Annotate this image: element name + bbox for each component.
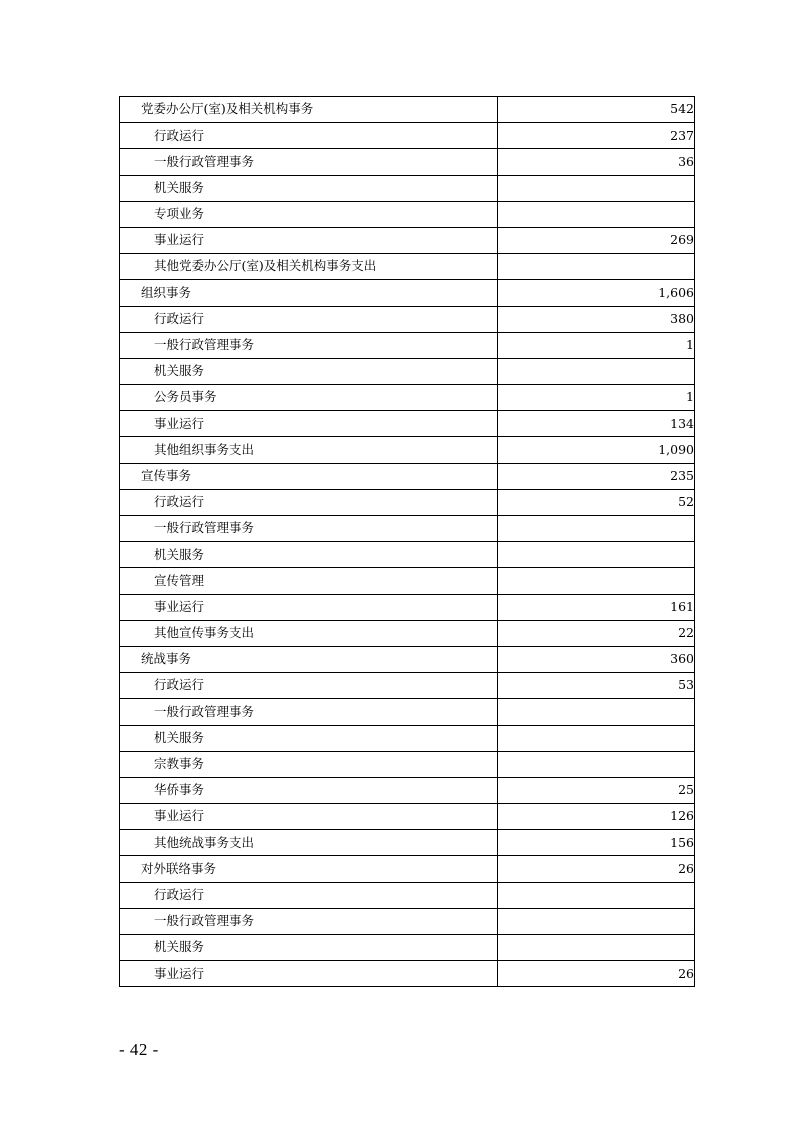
table-row xyxy=(120,149,695,175)
subcategory-name-cell: 事业运行 xyxy=(120,594,498,620)
amount-cell xyxy=(498,725,695,751)
subcategory-name-cell: 一般行政管理事务 xyxy=(120,149,498,175)
amount-cell: 134 xyxy=(498,411,695,437)
amount-cell: 269 xyxy=(498,227,695,253)
table-row xyxy=(120,568,695,594)
table-row xyxy=(120,882,695,908)
amount-cell: 26 xyxy=(498,961,695,987)
table-row xyxy=(120,201,695,227)
subcategory-name-cell: 公务员事务 xyxy=(120,385,498,411)
subcategory-name-cell: 宣传管理 xyxy=(120,568,498,594)
table-row xyxy=(120,935,695,961)
amount-cell xyxy=(498,882,695,908)
subcategory-name-cell: 事业运行 xyxy=(120,961,498,987)
amount-cell: 1,606 xyxy=(498,280,695,306)
table-row xyxy=(120,227,695,253)
table-row xyxy=(120,725,695,751)
table-row xyxy=(120,332,695,358)
amount-cell: 36 xyxy=(498,149,695,175)
amount-cell xyxy=(498,542,695,568)
subcategory-name-cell: 一般行政管理事务 xyxy=(120,516,498,542)
subcategory-name-cell: 机关服务 xyxy=(120,358,498,384)
subcategory-name-cell: 一般行政管理事务 xyxy=(120,908,498,934)
amount-cell: 25 xyxy=(498,777,695,803)
category-name-cell: 对外联络事务 xyxy=(120,856,498,882)
amount-cell xyxy=(498,175,695,201)
table-row xyxy=(120,254,695,280)
category-name-cell: 宣传事务 xyxy=(120,463,498,489)
table-row xyxy=(120,411,695,437)
table-row xyxy=(120,358,695,384)
table-row xyxy=(120,620,695,646)
table-row xyxy=(120,594,695,620)
amount-cell: 1 xyxy=(498,332,695,358)
table-row xyxy=(120,699,695,725)
table-row xyxy=(120,777,695,803)
table-row xyxy=(120,856,695,882)
subcategory-name-cell: 机关服务 xyxy=(120,725,498,751)
amount-cell xyxy=(498,201,695,227)
table-row xyxy=(120,751,695,777)
amount-cell xyxy=(498,935,695,961)
amount-cell: 156 xyxy=(498,830,695,856)
page-number: - 42 - xyxy=(119,1040,159,1059)
subcategory-name-cell: 行政运行 xyxy=(120,489,498,515)
table-row xyxy=(120,463,695,489)
budget-expenditure-table xyxy=(119,96,695,987)
subcategory-name-cell: 行政运行 xyxy=(120,882,498,908)
table-row xyxy=(120,123,695,149)
subcategory-name-cell: 行政运行 xyxy=(120,306,498,332)
table-row xyxy=(120,306,695,332)
table-row xyxy=(120,385,695,411)
table-body xyxy=(120,97,695,987)
table-row xyxy=(120,489,695,515)
amount-cell: 380 xyxy=(498,306,695,332)
table-row xyxy=(120,516,695,542)
subcategory-name-cell: 其他统战事务支出 xyxy=(120,830,498,856)
amount-cell: 1 xyxy=(498,385,695,411)
amount-cell xyxy=(498,568,695,594)
subcategory-name-cell: 事业运行 xyxy=(120,227,498,253)
subcategory-name-cell: 机关服务 xyxy=(120,175,498,201)
table-row xyxy=(120,97,695,123)
table-row xyxy=(120,542,695,568)
table-row xyxy=(120,830,695,856)
subcategory-name-cell: 机关服务 xyxy=(120,935,498,961)
amount-cell xyxy=(498,908,695,934)
subcategory-name-cell: 一般行政管理事务 xyxy=(120,699,498,725)
category-name-cell: 统战事务 xyxy=(120,646,498,672)
table-row xyxy=(120,280,695,306)
subcategory-name-cell: 事业运行 xyxy=(120,804,498,830)
amount-cell: 237 xyxy=(498,123,695,149)
amount-cell xyxy=(498,516,695,542)
amount-cell: 161 xyxy=(498,594,695,620)
amount-cell: 52 xyxy=(498,489,695,515)
amount-cell: 542 xyxy=(498,97,695,123)
subcategory-name-cell: 宗教事务 xyxy=(120,751,498,777)
subcategory-name-cell: 事业运行 xyxy=(120,411,498,437)
amount-cell: 1,090 xyxy=(498,437,695,463)
table-row xyxy=(120,908,695,934)
subcategory-name-cell: 华侨事务 xyxy=(120,777,498,803)
amount-cell xyxy=(498,699,695,725)
subcategory-name-cell: 行政运行 xyxy=(120,673,498,699)
amount-cell xyxy=(498,254,695,280)
amount-cell: 235 xyxy=(498,463,695,489)
table-row xyxy=(120,646,695,672)
table-row xyxy=(120,961,695,987)
subcategory-name-cell: 其他党委办公厅(室)及相关机构事务支出 xyxy=(120,254,498,280)
subcategory-name-cell: 其他组织事务支出 xyxy=(120,437,498,463)
amount-cell xyxy=(498,358,695,384)
amount-cell: 126 xyxy=(498,804,695,830)
subcategory-name-cell: 一般行政管理事务 xyxy=(120,332,498,358)
amount-cell: 26 xyxy=(498,856,695,882)
subcategory-name-cell: 机关服务 xyxy=(120,542,498,568)
category-name-cell: 组织事务 xyxy=(120,280,498,306)
table-row xyxy=(120,673,695,699)
amount-cell: 22 xyxy=(498,620,695,646)
table-row xyxy=(120,437,695,463)
subcategory-name-cell: 专项业务 xyxy=(120,201,498,227)
subcategory-name-cell: 其他宣传事务支出 xyxy=(120,620,498,646)
table-row xyxy=(120,804,695,830)
category-name-cell: 党委办公厅(室)及相关机构事务 xyxy=(120,97,498,123)
table-row xyxy=(120,175,695,201)
subcategory-name-cell: 行政运行 xyxy=(120,123,498,149)
amount-cell xyxy=(498,751,695,777)
amount-cell: 360 xyxy=(498,646,695,672)
amount-cell: 53 xyxy=(498,673,695,699)
